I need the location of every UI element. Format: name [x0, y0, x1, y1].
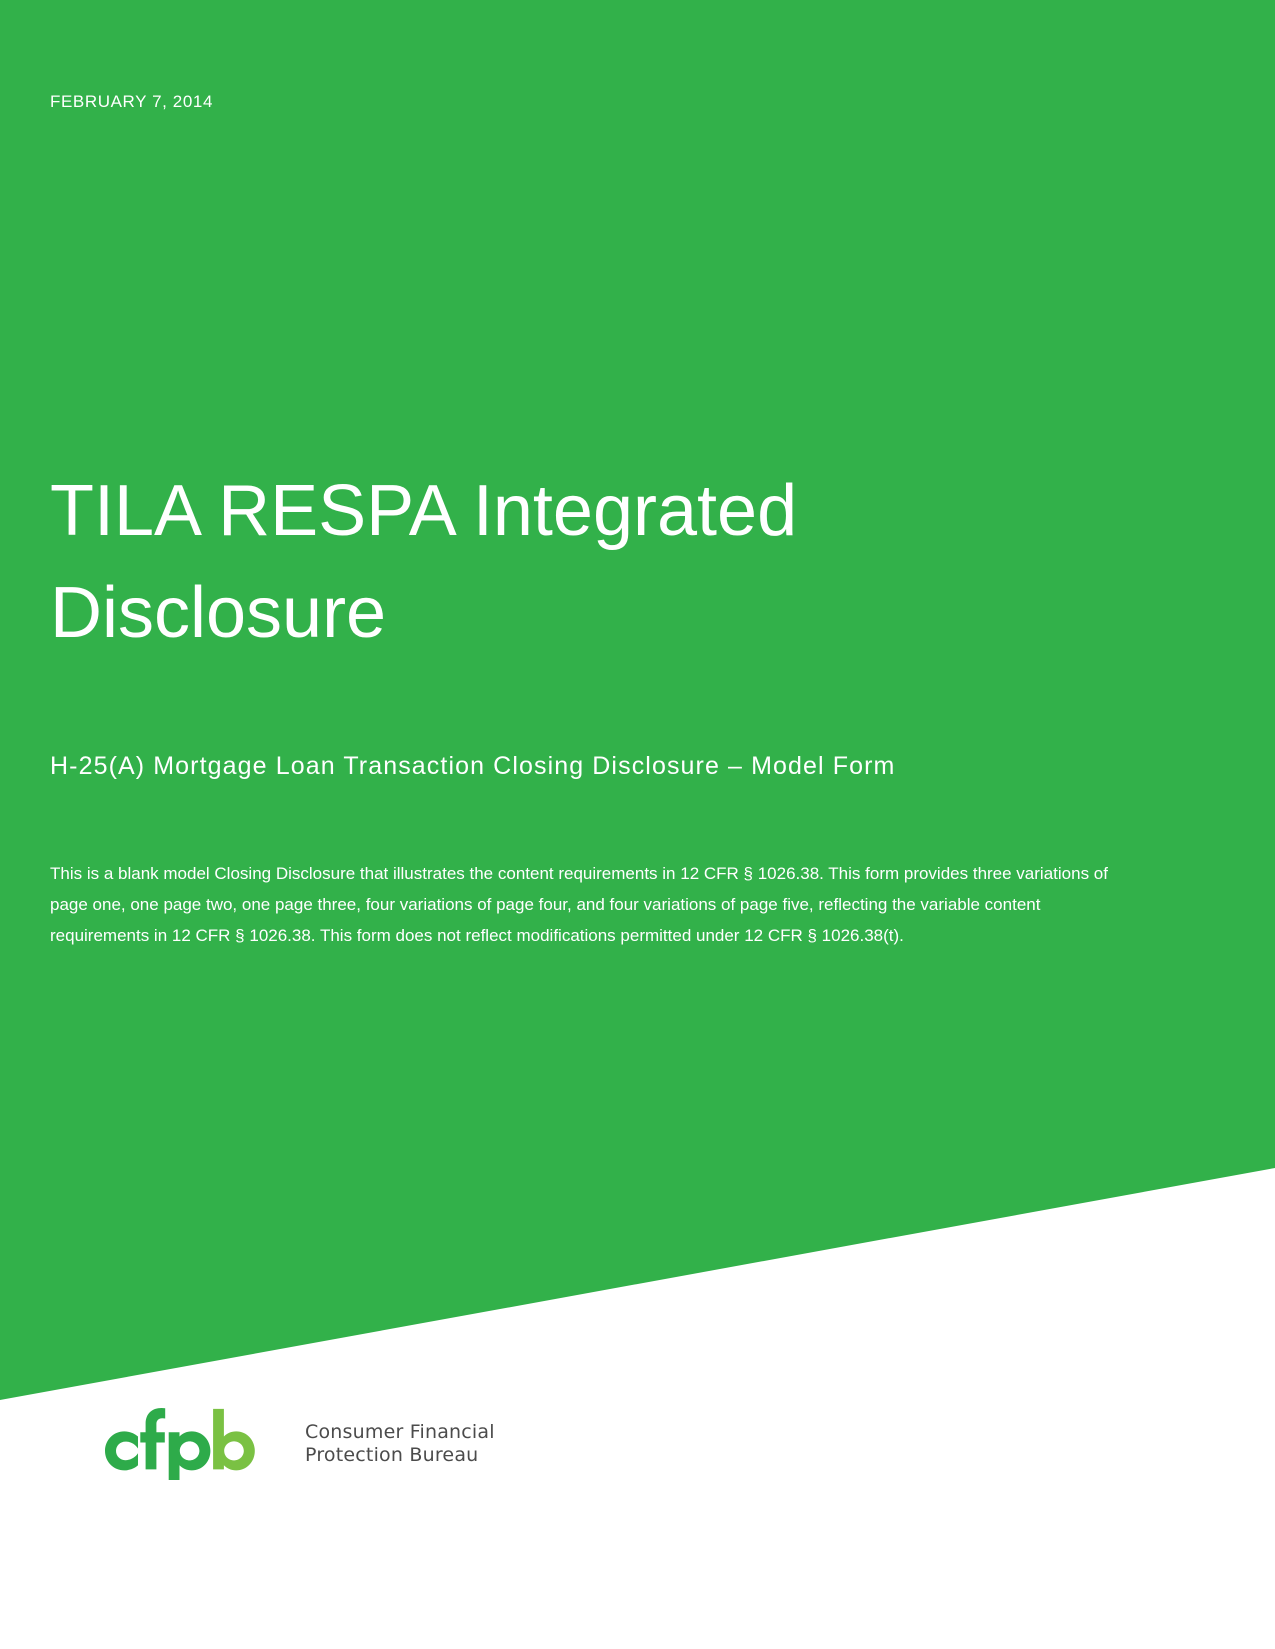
cfpb-wordmark-icon [105, 1408, 283, 1480]
page-title-line-2: Disclosure [50, 573, 387, 654]
cfpb-name-line-2: Protection Bureau [305, 1444, 479, 1466]
page-subtitle: H-25(A) Mortgage Loan Transaction Closing Disclosure – Model Form [50, 752, 896, 780]
publication-date: FEBRUARY 7, 2014 [50, 92, 213, 111]
cfpb-logo [105, 1408, 495, 1480]
cfpb-logo-text [305, 1421, 495, 1467]
cover-description-paragraph: This is a blank model Closing Disclosure that illustrates the content requirements in 12 CFR § 1026.38. This form provides three variations of page one, one page two, one page three, four variations of page four, and four variations of page five, reflecting the variable content requirements in 12 CFR § 1026.38. This form does not reflect modifications permitted under 12 CFR § 1026.38(t). [50, 864, 1108, 945]
page-title-line-1: TILA RESPA Integrated [50, 471, 798, 551]
cfpb-name-line-1: Consumer Financial [305, 1421, 495, 1443]
title-block [50, 460, 1050, 664]
